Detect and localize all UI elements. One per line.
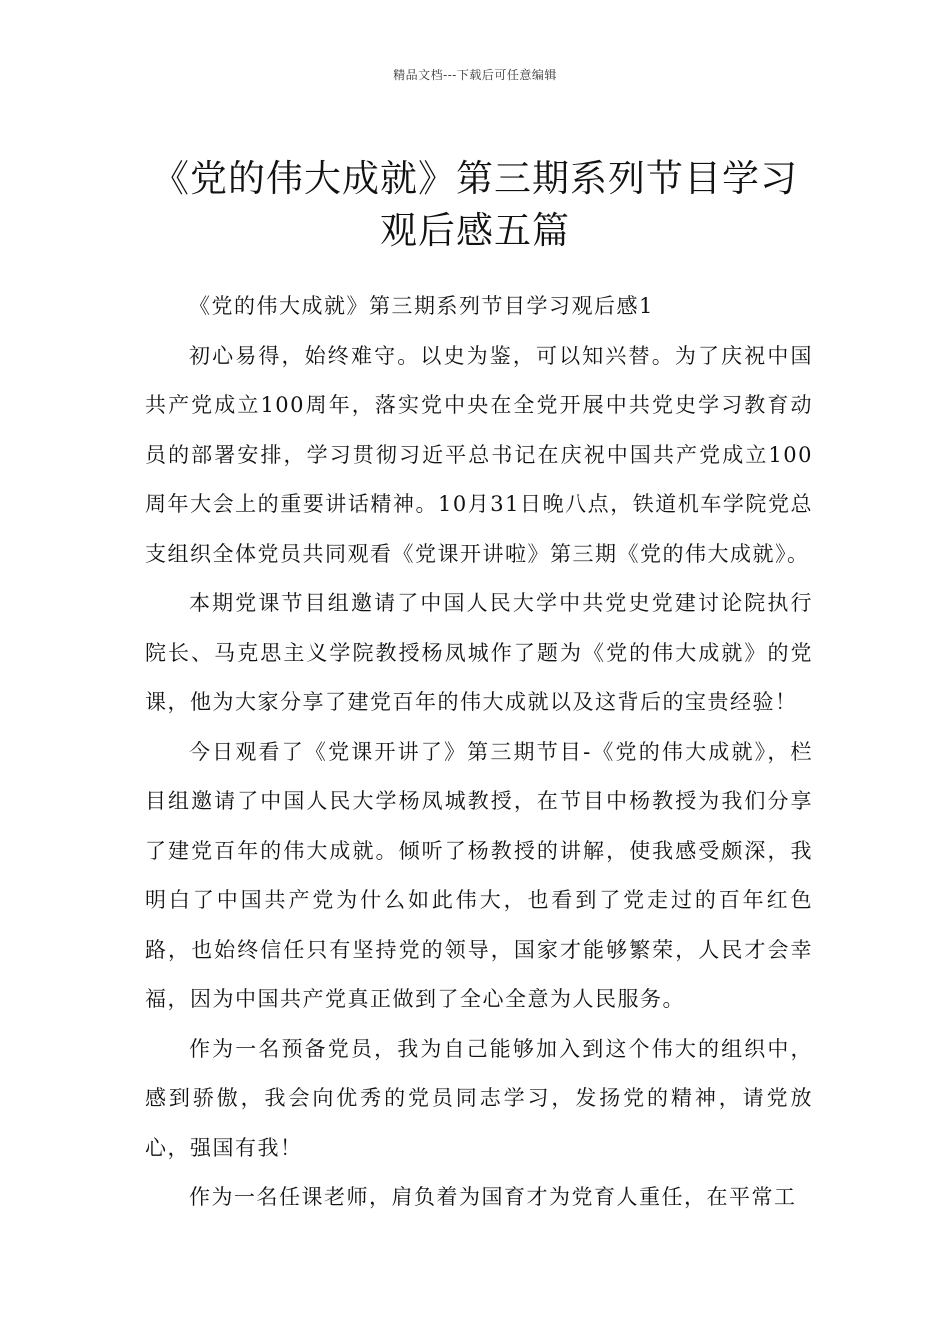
section-subtitle: 《党的伟大成就》第三期系列节目学习观后感1 [189,294,654,318]
paragraph-4: 作为一名预备党员，我为自己能够加入到这个伟大的组织中，感到骄傲，我会向优秀的党员同志学习，发扬党的精神，请党放心，强国有我！ [145,1036,813,1160]
paragraph-3: 今日观看了《党课开讲了》第三期节目-《党的伟大成就》，栏目组邀请了中国人民大学杨凤城教授，在节目中杨教授为我们分享了建党百年的伟大成就。倾听了杨教授的讲解，使我感受颇深，我明白了中国共产党为什么如此伟大，也看到了党走过的百年红色路，也始终信任只有坚持党的领导，国家才能够繁荣，人民才会幸福，因为中国共产党真正做到了全心全意为人民服务。 [145,739,813,1011]
header-note: 精品文档---下载后可任意编辑 [393,68,557,82]
document-title [120,153,830,257]
paragraph-1: 初心易得，始终难守。以史为鉴，可以知兴替。为了庆祝中国共产党成立100周年，落实党中央在全党开展中共党史学习教育动员的部署安排，学习贯彻习近平总书记在庆祝中国共产党成立100周年大会上的重要讲话精神。10月31日晚八点，铁道机车学院党总支组织全体党员共同观看《党课开讲啦》第三期《党的伟大成就》。 [145,343,813,566]
document-body [145,282,813,1223]
paragraph-2: 本期党课节目组邀请了中国人民大学中共党史党建讨论院执行院长、马克思主义学院教授杨凤城作了题为《党的伟大成就》的党课，他为大家分享了建党百年的伟大成就以及这背后的宝贵经验！ [145,591,813,714]
title-line-1: 《党的伟大成就》第三期系列节目学习 [152,156,798,200]
title-line-2: 观后感五篇 [380,208,570,252]
paragraph-5: 作为一名任课老师，肩负着为国育才为党育人重任，在平常工 [189,1185,797,1209]
